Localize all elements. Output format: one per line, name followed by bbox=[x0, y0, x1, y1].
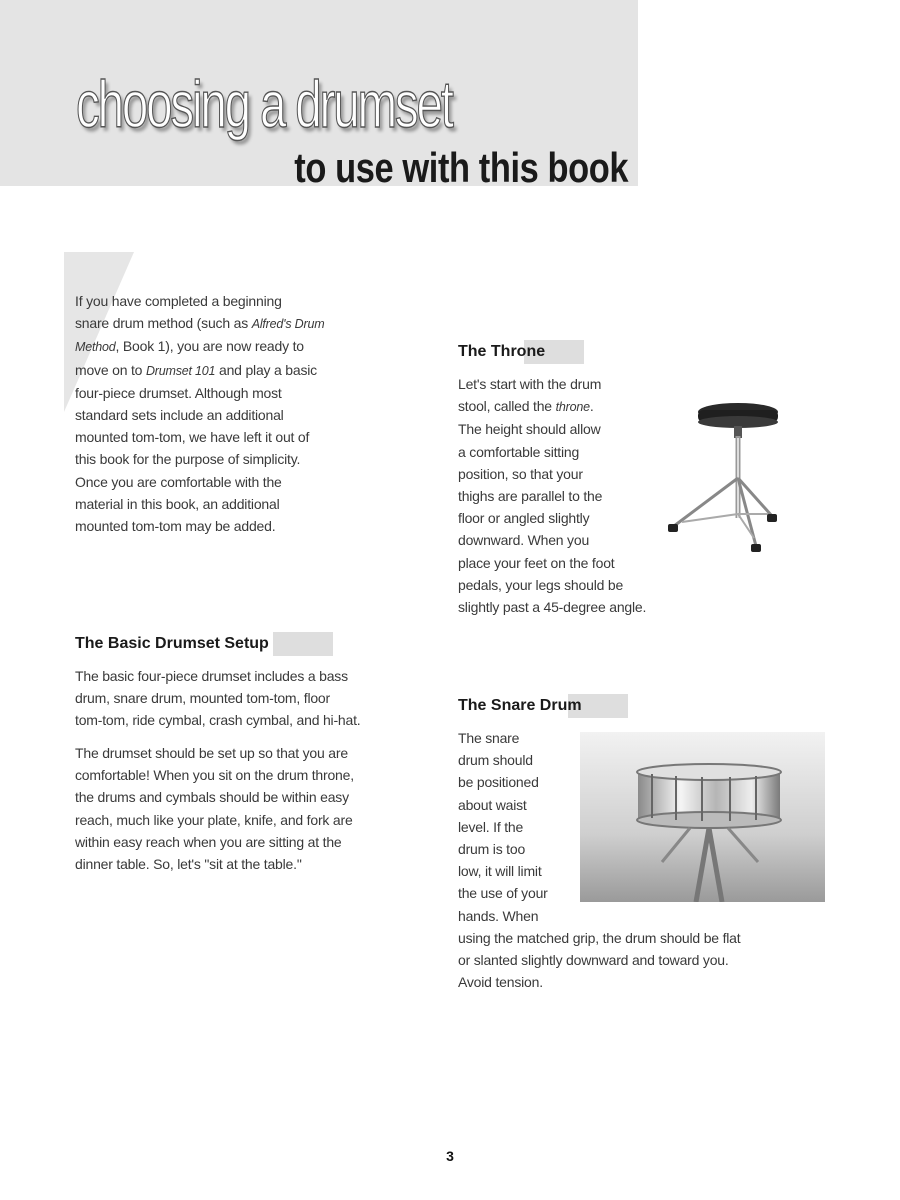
page-title: choosing a drumset bbox=[76, 67, 452, 141]
throne-paragraph: Let's start with the drum stool, called the throne. The height should allow a comfortable sitting position, so that your thighs are parallel to the floor or angled slightly downward. When you place your feet on the foot pedals, your legs should be slightly past a 45-degree angle. bbox=[458, 376, 647, 616]
basic-setup-heading: The Basic Drumset Setup bbox=[75, 632, 331, 656]
drum-throne-image bbox=[660, 398, 784, 558]
intro-paragraph: If you have completed a beginning snare drum method (such as Alfred's Drum Method, Book 1), you are now ready to move on to Drumset 101 and play a basic four-piece drumset. Although most standard sets include an additional mounted tom-tom, we have left it out of this book for the purpose of simplicity. Once you are comfortable with the material in this book, an additional mounted tom-tom may be added. bbox=[75, 293, 325, 535]
page-subtitle: to use with this book bbox=[294, 144, 628, 191]
snare-drum-image bbox=[580, 732, 825, 902]
basic-setup-paragraph-1: The basic four-piece drumset includes a bass drum, snare drum, mounted tom-tom, floor tom-tom, ride cymbal, crash cymbal, and hi-hat. bbox=[75, 668, 361, 729]
basic-setup-paragraph-2: The drumset should be set up so that you are comfortable! When you sit on the drum throne, the drums and cymbals should be within easy reach, much like your plate, knife, and fork are within easy reach when you are sitting at the dinner table. So, let's "sit at the table." bbox=[75, 745, 354, 873]
page-number: 3 bbox=[446, 1148, 454, 1164]
snare-drum-heading: The Snare Drum bbox=[458, 694, 626, 718]
snare-drum-paragraph: The snare drum should be positioned about waist level. If the drum is too low, it will limit the use of your hands. When using the matched grip, the drum should be flat or slanted slightly downward and toward you. Avoid tension. bbox=[458, 730, 741, 991]
throne-heading: The Throne bbox=[458, 340, 582, 364]
